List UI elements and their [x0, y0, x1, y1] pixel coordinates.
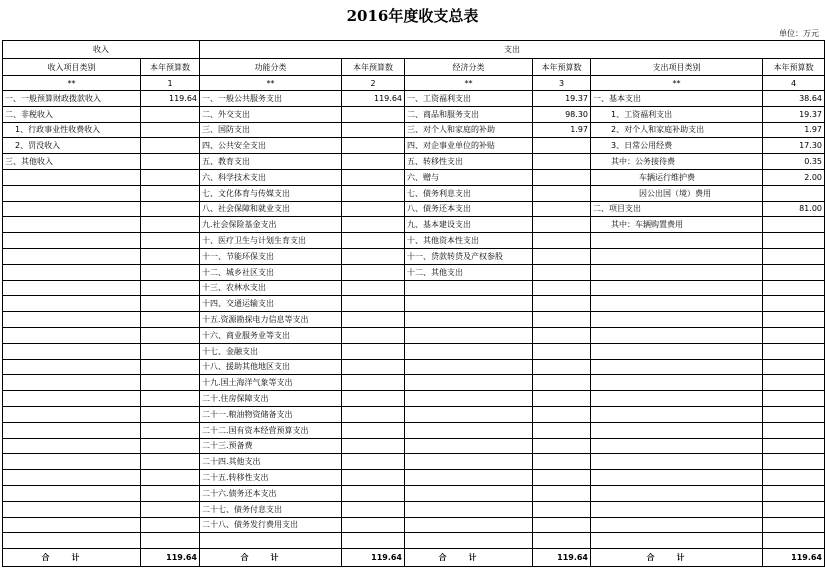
table-row — [3, 106, 825, 122]
income-budget-cell[interactable] — [141, 154, 200, 170]
income-budget-cell[interactable] — [141, 233, 200, 249]
functional-budget-cell[interactable] — [342, 217, 405, 233]
total-label-cell[interactable]: 合计 — [3, 549, 141, 567]
functional-item-cell[interactable]: 十二、城乡社区支出 — [200, 264, 342, 280]
income-budget-cell[interactable] — [141, 438, 200, 454]
col-header-economic-budget[interactable]: 本年预算数 — [533, 59, 591, 76]
income-item-cell[interactable] — [3, 296, 141, 312]
economic-budget-cell[interactable] — [533, 312, 591, 328]
category-budget-cell[interactable] — [763, 533, 825, 549]
economic-item-cell[interactable]: 六、赠与 — [405, 169, 533, 185]
table-row — [3, 169, 825, 185]
category-budget-cell[interactable] — [763, 296, 825, 312]
income-budget-cell[interactable] — [141, 375, 200, 391]
functional-item-cell[interactable]: 二十六.债务还本支出 — [200, 485, 342, 501]
functional-budget-cell[interactable] — [342, 312, 405, 328]
income-budget-cell[interactable] — [141, 201, 200, 217]
category-budget-cell[interactable]: 1.97 — [763, 122, 825, 138]
table-row — [3, 454, 825, 470]
functional-budget-cell[interactable] — [342, 470, 405, 486]
income-budget-cell[interactable] — [141, 296, 200, 312]
category-budget-cell[interactable] — [763, 517, 825, 533]
economic-item-cell[interactable]: 八、债务还本支出 — [405, 201, 533, 217]
category-budget-cell[interactable] — [763, 217, 825, 233]
category-budget-cell[interactable] — [763, 406, 825, 422]
economic-item-cell[interactable] — [405, 501, 533, 517]
income-item-cell[interactable] — [3, 280, 141, 296]
functional-item-cell[interactable]: 十八、援助其他地区支出 — [200, 359, 342, 375]
functional-budget-cell[interactable] — [342, 233, 405, 249]
income-budget-cell[interactable] — [141, 280, 200, 296]
functional-item-cell[interactable]: 五、教育支出 — [200, 154, 342, 170]
table-row — [3, 264, 825, 280]
category-budget-cell[interactable]: 17.30 — [763, 138, 825, 154]
functional-item-cell[interactable]: 十三、农林水支出 — [200, 280, 342, 296]
functional-item-cell[interactable]: 二十.住房保障支出 — [200, 391, 342, 407]
economic-item-cell[interactable] — [405, 422, 533, 438]
category-budget-cell[interactable] — [763, 454, 825, 470]
table-row — [3, 485, 825, 501]
income-item-cell[interactable] — [3, 454, 141, 470]
economic-budget-cell[interactable] — [533, 327, 591, 343]
functional-budget-cell[interactable] — [342, 533, 405, 549]
category-budget-cell[interactable] — [763, 422, 825, 438]
category-item-cell[interactable] — [591, 501, 763, 517]
economic-item-cell[interactable] — [405, 375, 533, 391]
economic-item-cell[interactable] — [405, 533, 533, 549]
index-cell[interactable]: ** — [591, 76, 763, 91]
category-budget-cell[interactable] — [763, 233, 825, 249]
total-label-cell[interactable]: 合计 — [200, 549, 342, 567]
functional-item-cell[interactable]: 七、文化体育与传媒支出 — [200, 185, 342, 201]
category-budget-cell[interactable] — [763, 264, 825, 280]
category-item-cell[interactable] — [591, 454, 763, 470]
table-row — [3, 154, 825, 170]
category-item-cell[interactable] — [591, 343, 763, 359]
functional-item-cell[interactable]: 三、国防支出 — [200, 122, 342, 138]
table-row — [3, 185, 825, 201]
economic-budget-cell[interactable] — [533, 217, 591, 233]
economic-budget-cell[interactable] — [533, 264, 591, 280]
economic-budget-cell[interactable] — [533, 201, 591, 217]
table-row — [3, 533, 825, 549]
income-item-cell[interactable] — [3, 501, 141, 517]
table-row — [3, 280, 825, 296]
economic-budget-cell[interactable] — [533, 233, 591, 249]
economic-budget-cell[interactable] — [533, 138, 591, 154]
header-row-columns — [3, 59, 825, 76]
economic-budget-cell[interactable] — [533, 169, 591, 185]
total-label-cell[interactable]: 合计 — [405, 549, 533, 567]
functional-item-cell[interactable]: 六、科学技术支出 — [200, 169, 342, 185]
economic-item-cell[interactable] — [405, 280, 533, 296]
functional-budget-cell[interactable]: 119.64 — [342, 91, 405, 107]
index-row — [3, 76, 825, 91]
category-budget-cell[interactable] — [763, 312, 825, 328]
economic-item-cell[interactable] — [405, 343, 533, 359]
category-item-cell[interactable] — [591, 312, 763, 328]
economic-budget-cell[interactable] — [533, 501, 591, 517]
economic-item-cell[interactable]: 七、债务利息支出 — [405, 185, 533, 201]
expense-section-header[interactable]: 支出 — [200, 41, 825, 59]
income-item-cell[interactable] — [3, 517, 141, 533]
index-cell[interactable]: ** — [3, 76, 141, 91]
economic-budget-cell[interactable] — [533, 343, 591, 359]
economic-budget-cell[interactable] — [533, 185, 591, 201]
functional-item-cell[interactable] — [200, 533, 342, 549]
functional-budget-cell[interactable] — [342, 422, 405, 438]
category-budget-cell[interactable] — [763, 391, 825, 407]
functional-item-cell[interactable]: 二十五.转移性支出 — [200, 470, 342, 486]
income-item-cell[interactable] — [3, 359, 141, 375]
category-item-cell[interactable] — [591, 296, 763, 312]
economic-budget-cell[interactable] — [533, 248, 591, 264]
functional-budget-cell[interactable] — [342, 264, 405, 280]
category-budget-cell[interactable]: 81.00 — [763, 201, 825, 217]
economic-budget-cell[interactable] — [533, 517, 591, 533]
category-item-cell[interactable] — [591, 359, 763, 375]
functional-budget-cell[interactable] — [342, 154, 405, 170]
income-item-cell[interactable] — [3, 375, 141, 391]
category-budget-cell[interactable]: 0.35 — [763, 154, 825, 170]
income-item-cell[interactable] — [3, 327, 141, 343]
income-item-cell[interactable] — [3, 422, 141, 438]
category-item-cell[interactable] — [591, 517, 763, 533]
index-cell[interactable]: ** — [200, 76, 342, 91]
functional-item-cell[interactable]: 八、社会保障和就业支出 — [200, 201, 342, 217]
table-row — [3, 233, 825, 249]
functional-budget-cell[interactable] — [342, 454, 405, 470]
category-item-cell[interactable]: 其中：车辆购置费用 — [591, 217, 763, 233]
economic-budget-cell[interactable]: 19.37 — [533, 91, 591, 107]
economic-item-cell[interactable]: 二、商品和服务支出 — [405, 106, 533, 122]
functional-budget-cell[interactable] — [342, 296, 405, 312]
functional-budget-cell[interactable] — [342, 485, 405, 501]
category-item-cell[interactable] — [591, 422, 763, 438]
functional-item-cell[interactable]: 一、一般公共服务支出 — [200, 91, 342, 107]
income-budget-cell[interactable] — [141, 391, 200, 407]
economic-budget-cell[interactable] — [533, 422, 591, 438]
income-budget-cell[interactable] — [141, 533, 200, 549]
income-item-cell[interactable] — [3, 248, 141, 264]
income-item-cell[interactable] — [3, 233, 141, 249]
category-item-cell[interactable]: 其中：公务接待费 — [591, 154, 763, 170]
economic-item-cell[interactable]: 三、对个人和家庭的补助 — [405, 122, 533, 138]
category-budget-cell[interactable]: 38.64 — [763, 91, 825, 107]
category-budget-cell[interactable] — [763, 359, 825, 375]
category-item-cell[interactable] — [591, 327, 763, 343]
functional-budget-cell[interactable] — [342, 343, 405, 359]
table-row — [3, 375, 825, 391]
functional-item-cell[interactable]: 二十三.预备费 — [200, 438, 342, 454]
category-item-cell[interactable] — [591, 375, 763, 391]
economic-budget-cell[interactable] — [533, 375, 591, 391]
income-budget-cell[interactable]: 119.64 — [141, 91, 200, 107]
economic-item-cell[interactable] — [405, 327, 533, 343]
income-budget-cell[interactable] — [141, 264, 200, 280]
income-budget-cell[interactable] — [141, 343, 200, 359]
functional-item-cell[interactable]: 四、公共安全支出 — [200, 138, 342, 154]
category-budget-cell[interactable] — [763, 343, 825, 359]
category-item-cell[interactable]: 因公出国（境）费用 — [591, 185, 763, 201]
income-budget-cell[interactable] — [141, 248, 200, 264]
category-item-cell[interactable] — [591, 470, 763, 486]
table-row — [3, 327, 825, 343]
functional-budget-cell[interactable] — [342, 169, 405, 185]
col-header-functional[interactable]: 功能分类 — [200, 59, 342, 76]
table-row — [3, 501, 825, 517]
table-row — [3, 312, 825, 328]
income-item-cell[interactable]: 二、非税收入 — [3, 106, 141, 122]
index-cell[interactable]: ** — [405, 76, 533, 91]
income-item-cell[interactable] — [3, 343, 141, 359]
category-item-cell[interactable]: 一、基本支出 — [591, 91, 763, 107]
table-row — [3, 296, 825, 312]
category-item-cell[interactable]: 3、日常公用经费 — [591, 138, 763, 154]
economic-item-cell[interactable] — [405, 517, 533, 533]
table-row — [3, 343, 825, 359]
functional-item-cell[interactable]: 十四、交通运输支出 — [200, 296, 342, 312]
economic-budget-cell[interactable] — [533, 391, 591, 407]
income-budget-cell[interactable] — [141, 454, 200, 470]
economic-budget-cell[interactable] — [533, 280, 591, 296]
income-item-cell[interactable] — [3, 533, 141, 549]
category-budget-cell[interactable] — [763, 248, 825, 264]
category-item-cell[interactable] — [591, 280, 763, 296]
category-item-cell[interactable] — [591, 485, 763, 501]
table-row — [3, 359, 825, 375]
category-budget-cell[interactable] — [763, 438, 825, 454]
table-row — [3, 517, 825, 533]
income-item-cell[interactable] — [3, 438, 141, 454]
economic-item-cell[interactable]: 九、基本建设支出 — [405, 217, 533, 233]
table-row — [3, 470, 825, 486]
functional-budget-cell[interactable] — [342, 280, 405, 296]
functional-budget-cell[interactable] — [342, 501, 405, 517]
table-row — [3, 438, 825, 454]
category-budget-cell[interactable] — [763, 375, 825, 391]
economic-item-cell[interactable]: 一、工资福利支出 — [405, 91, 533, 107]
functional-item-cell[interactable]: 二、外交支出 — [200, 106, 342, 122]
functional-budget-cell[interactable] — [342, 438, 405, 454]
economic-item-cell[interactable] — [405, 391, 533, 407]
category-budget-cell[interactable]: 2.00 — [763, 169, 825, 185]
unit-label: 单位：万元 — [779, 29, 819, 38]
category-item-cell[interactable]: 1、工资福利支出 — [591, 106, 763, 122]
category-budget-cell[interactable] — [763, 327, 825, 343]
table-row — [3, 217, 825, 233]
income-item-cell[interactable]: 三、其他收入 — [3, 154, 141, 170]
income-budget-cell[interactable] — [141, 327, 200, 343]
functional-item-cell[interactable]: 二十八、债务发行费用支出 — [200, 517, 342, 533]
income-item-cell[interactable] — [3, 201, 141, 217]
total-label-cell[interactable]: 合计 — [591, 549, 763, 567]
category-budget-cell[interactable] — [763, 501, 825, 517]
page-title: 2016年度收支总表 — [346, 7, 479, 25]
index-cell[interactable]: 3 — [533, 76, 591, 91]
economic-budget-cell[interactable] — [533, 406, 591, 422]
income-budget-cell[interactable] — [141, 517, 200, 533]
income-budget-cell[interactable] — [141, 470, 200, 486]
table-row — [3, 391, 825, 407]
income-item-cell[interactable] — [3, 312, 141, 328]
functional-item-cell[interactable]: 十七、金融支出 — [200, 343, 342, 359]
income-budget-cell[interactable] — [141, 138, 200, 154]
economic-budget-cell[interactable]: 98.30 — [533, 106, 591, 122]
economic-budget-cell[interactable] — [533, 454, 591, 470]
economic-item-cell[interactable]: 十、其他资本性支出 — [405, 233, 533, 249]
income-section-header[interactable]: 收入 — [3, 41, 200, 59]
table-row — [3, 138, 825, 154]
index-cell[interactable]: 1 — [141, 76, 200, 91]
functional-budget-cell[interactable] — [342, 122, 405, 138]
functional-item-cell[interactable]: 二十一.粮油物资储备支出 — [200, 406, 342, 422]
income-budget-cell[interactable] — [141, 422, 200, 438]
functional-budget-cell[interactable] — [342, 201, 405, 217]
functional-budget-cell[interactable] — [342, 517, 405, 533]
category-budget-cell[interactable] — [763, 485, 825, 501]
economic-item-cell[interactable] — [405, 454, 533, 470]
functional-item-cell[interactable]: 二十四.其他支出 — [200, 454, 342, 470]
totals-row — [3, 549, 825, 567]
functional-item-cell[interactable]: 十五.资源勘探电力信息等支出 — [200, 312, 342, 328]
category-item-cell[interactable] — [591, 533, 763, 549]
income-item-cell[interactable] — [3, 470, 141, 486]
economic-budget-cell[interactable] — [533, 470, 591, 486]
functional-item-cell[interactable]: 二十七、债务付息支出 — [200, 501, 342, 517]
income-item-cell[interactable]: 1、行政事业性收费收入 — [3, 122, 141, 138]
category-item-cell[interactable]: 二、项目支出 — [591, 201, 763, 217]
col-header-category-budget[interactable]: 本年预算数 — [763, 59, 825, 76]
category-item-cell[interactable] — [591, 233, 763, 249]
income-item-cell[interactable] — [3, 406, 141, 422]
table-row — [3, 122, 825, 138]
functional-item-cell[interactable]: 十、医疗卫生与计划生育支出 — [200, 233, 342, 249]
economic-budget-cell[interactable]: 1.97 — [533, 122, 591, 138]
economic-budget-cell[interactable] — [533, 154, 591, 170]
functional-budget-cell[interactable] — [342, 375, 405, 391]
total-functional-cell[interactable]: 119.64 — [342, 549, 405, 567]
income-budget-cell[interactable] — [141, 169, 200, 185]
economic-budget-cell[interactable] — [533, 438, 591, 454]
table-row — [3, 91, 825, 107]
total-category-cell[interactable]: 119.64 — [763, 549, 825, 567]
income-item-cell[interactable] — [3, 169, 141, 185]
income-item-cell[interactable] — [3, 185, 141, 201]
functional-item-cell[interactable]: 二十二.国有资本经营预算支出 — [200, 422, 342, 438]
economic-item-cell[interactable] — [405, 470, 533, 486]
income-item-cell[interactable] — [3, 391, 141, 407]
category-budget-cell[interactable] — [763, 280, 825, 296]
category-item-cell[interactable] — [591, 248, 763, 264]
economic-item-cell[interactable]: 五、转移性支出 — [405, 154, 533, 170]
functional-budget-cell[interactable] — [342, 406, 405, 422]
income-budget-cell[interactable] — [141, 406, 200, 422]
income-budget-cell[interactable] — [141, 485, 200, 501]
category-item-cell[interactable] — [591, 438, 763, 454]
index-cell[interactable]: 4 — [763, 76, 825, 91]
economic-item-cell[interactable] — [405, 296, 533, 312]
functional-item-cell[interactable]: 十六、商业服务业等支出 — [200, 327, 342, 343]
functional-budget-cell[interactable] — [342, 185, 405, 201]
economic-budget-cell[interactable] — [533, 359, 591, 375]
income-budget-cell[interactable] — [141, 359, 200, 375]
category-item-cell[interactable]: 2、对个人和家庭补助支出 — [591, 122, 763, 138]
functional-budget-cell[interactable] — [342, 359, 405, 375]
economic-budget-cell[interactable] — [533, 533, 591, 549]
income-item-cell[interactable] — [3, 217, 141, 233]
income-budget-cell[interactable] — [141, 312, 200, 328]
category-budget-cell[interactable] — [763, 470, 825, 486]
category-budget-cell[interactable]: 19.37 — [763, 106, 825, 122]
functional-budget-cell[interactable] — [342, 391, 405, 407]
index-cell[interactable]: 2 — [342, 76, 405, 91]
category-item-cell[interactable] — [591, 406, 763, 422]
col-header-expense-category[interactable]: 支出项目类别 — [591, 59, 763, 76]
functional-item-cell[interactable]: 十一、节能环保支出 — [200, 248, 342, 264]
table-body — [3, 41, 825, 567]
economic-item-cell[interactable]: 十二、其他支出 — [405, 264, 533, 280]
col-header-income-category[interactable]: 收入项目类别 — [3, 59, 141, 76]
budget-table — [2, 40, 825, 567]
income-budget-cell[interactable] — [141, 501, 200, 517]
economic-budget-cell[interactable] — [533, 296, 591, 312]
total-economic-cell[interactable]: 119.64 — [533, 549, 591, 567]
income-budget-cell[interactable] — [141, 106, 200, 122]
functional-item-cell[interactable]: 十九.国土海洋气象等支出 — [200, 375, 342, 391]
income-budget-cell[interactable] — [141, 217, 200, 233]
economic-item-cell[interactable]: 四、对企事业单位的补贴 — [405, 138, 533, 154]
economic-item-cell[interactable] — [405, 406, 533, 422]
total-income-cell[interactable]: 119.64 — [141, 549, 200, 567]
col-header-functional-budget[interactable]: 本年预算数 — [342, 59, 405, 76]
income-budget-cell[interactable] — [141, 185, 200, 201]
economic-item-cell[interactable] — [405, 312, 533, 328]
economic-budget-cell[interactable] — [533, 485, 591, 501]
income-budget-cell[interactable] — [141, 122, 200, 138]
table-row — [3, 201, 825, 217]
col-header-income-budget[interactable]: 本年预算数 — [141, 59, 200, 76]
functional-budget-cell[interactable] — [342, 327, 405, 343]
category-item-cell[interactable] — [591, 391, 763, 407]
table-row — [3, 248, 825, 264]
economic-item-cell[interactable] — [405, 359, 533, 375]
header-row-sections — [3, 41, 825, 59]
income-item-cell[interactable] — [3, 485, 141, 501]
income-item-cell[interactable]: 一、一般预算财政拨款收入 — [3, 91, 141, 107]
functional-budget-cell[interactable] — [342, 248, 405, 264]
economic-item-cell[interactable] — [405, 438, 533, 454]
functional-item-cell[interactable]: 九.社会保险基金支出 — [200, 217, 342, 233]
table-row — [3, 406, 825, 422]
table-row — [3, 422, 825, 438]
income-item-cell[interactable]: 2、罚没收入 — [3, 138, 141, 154]
category-item-cell[interactable]: 车辆运行维护费 — [591, 169, 763, 185]
income-item-cell[interactable] — [3, 264, 141, 280]
category-budget-cell[interactable] — [763, 185, 825, 201]
economic-item-cell[interactable]: 十一、贷款转贷及产权参股 — [405, 248, 533, 264]
category-item-cell[interactable] — [591, 264, 763, 280]
col-header-economic[interactable]: 经济分类 — [405, 59, 533, 76]
functional-budget-cell[interactable] — [342, 106, 405, 122]
functional-budget-cell[interactable] — [342, 138, 405, 154]
economic-item-cell[interactable] — [405, 485, 533, 501]
